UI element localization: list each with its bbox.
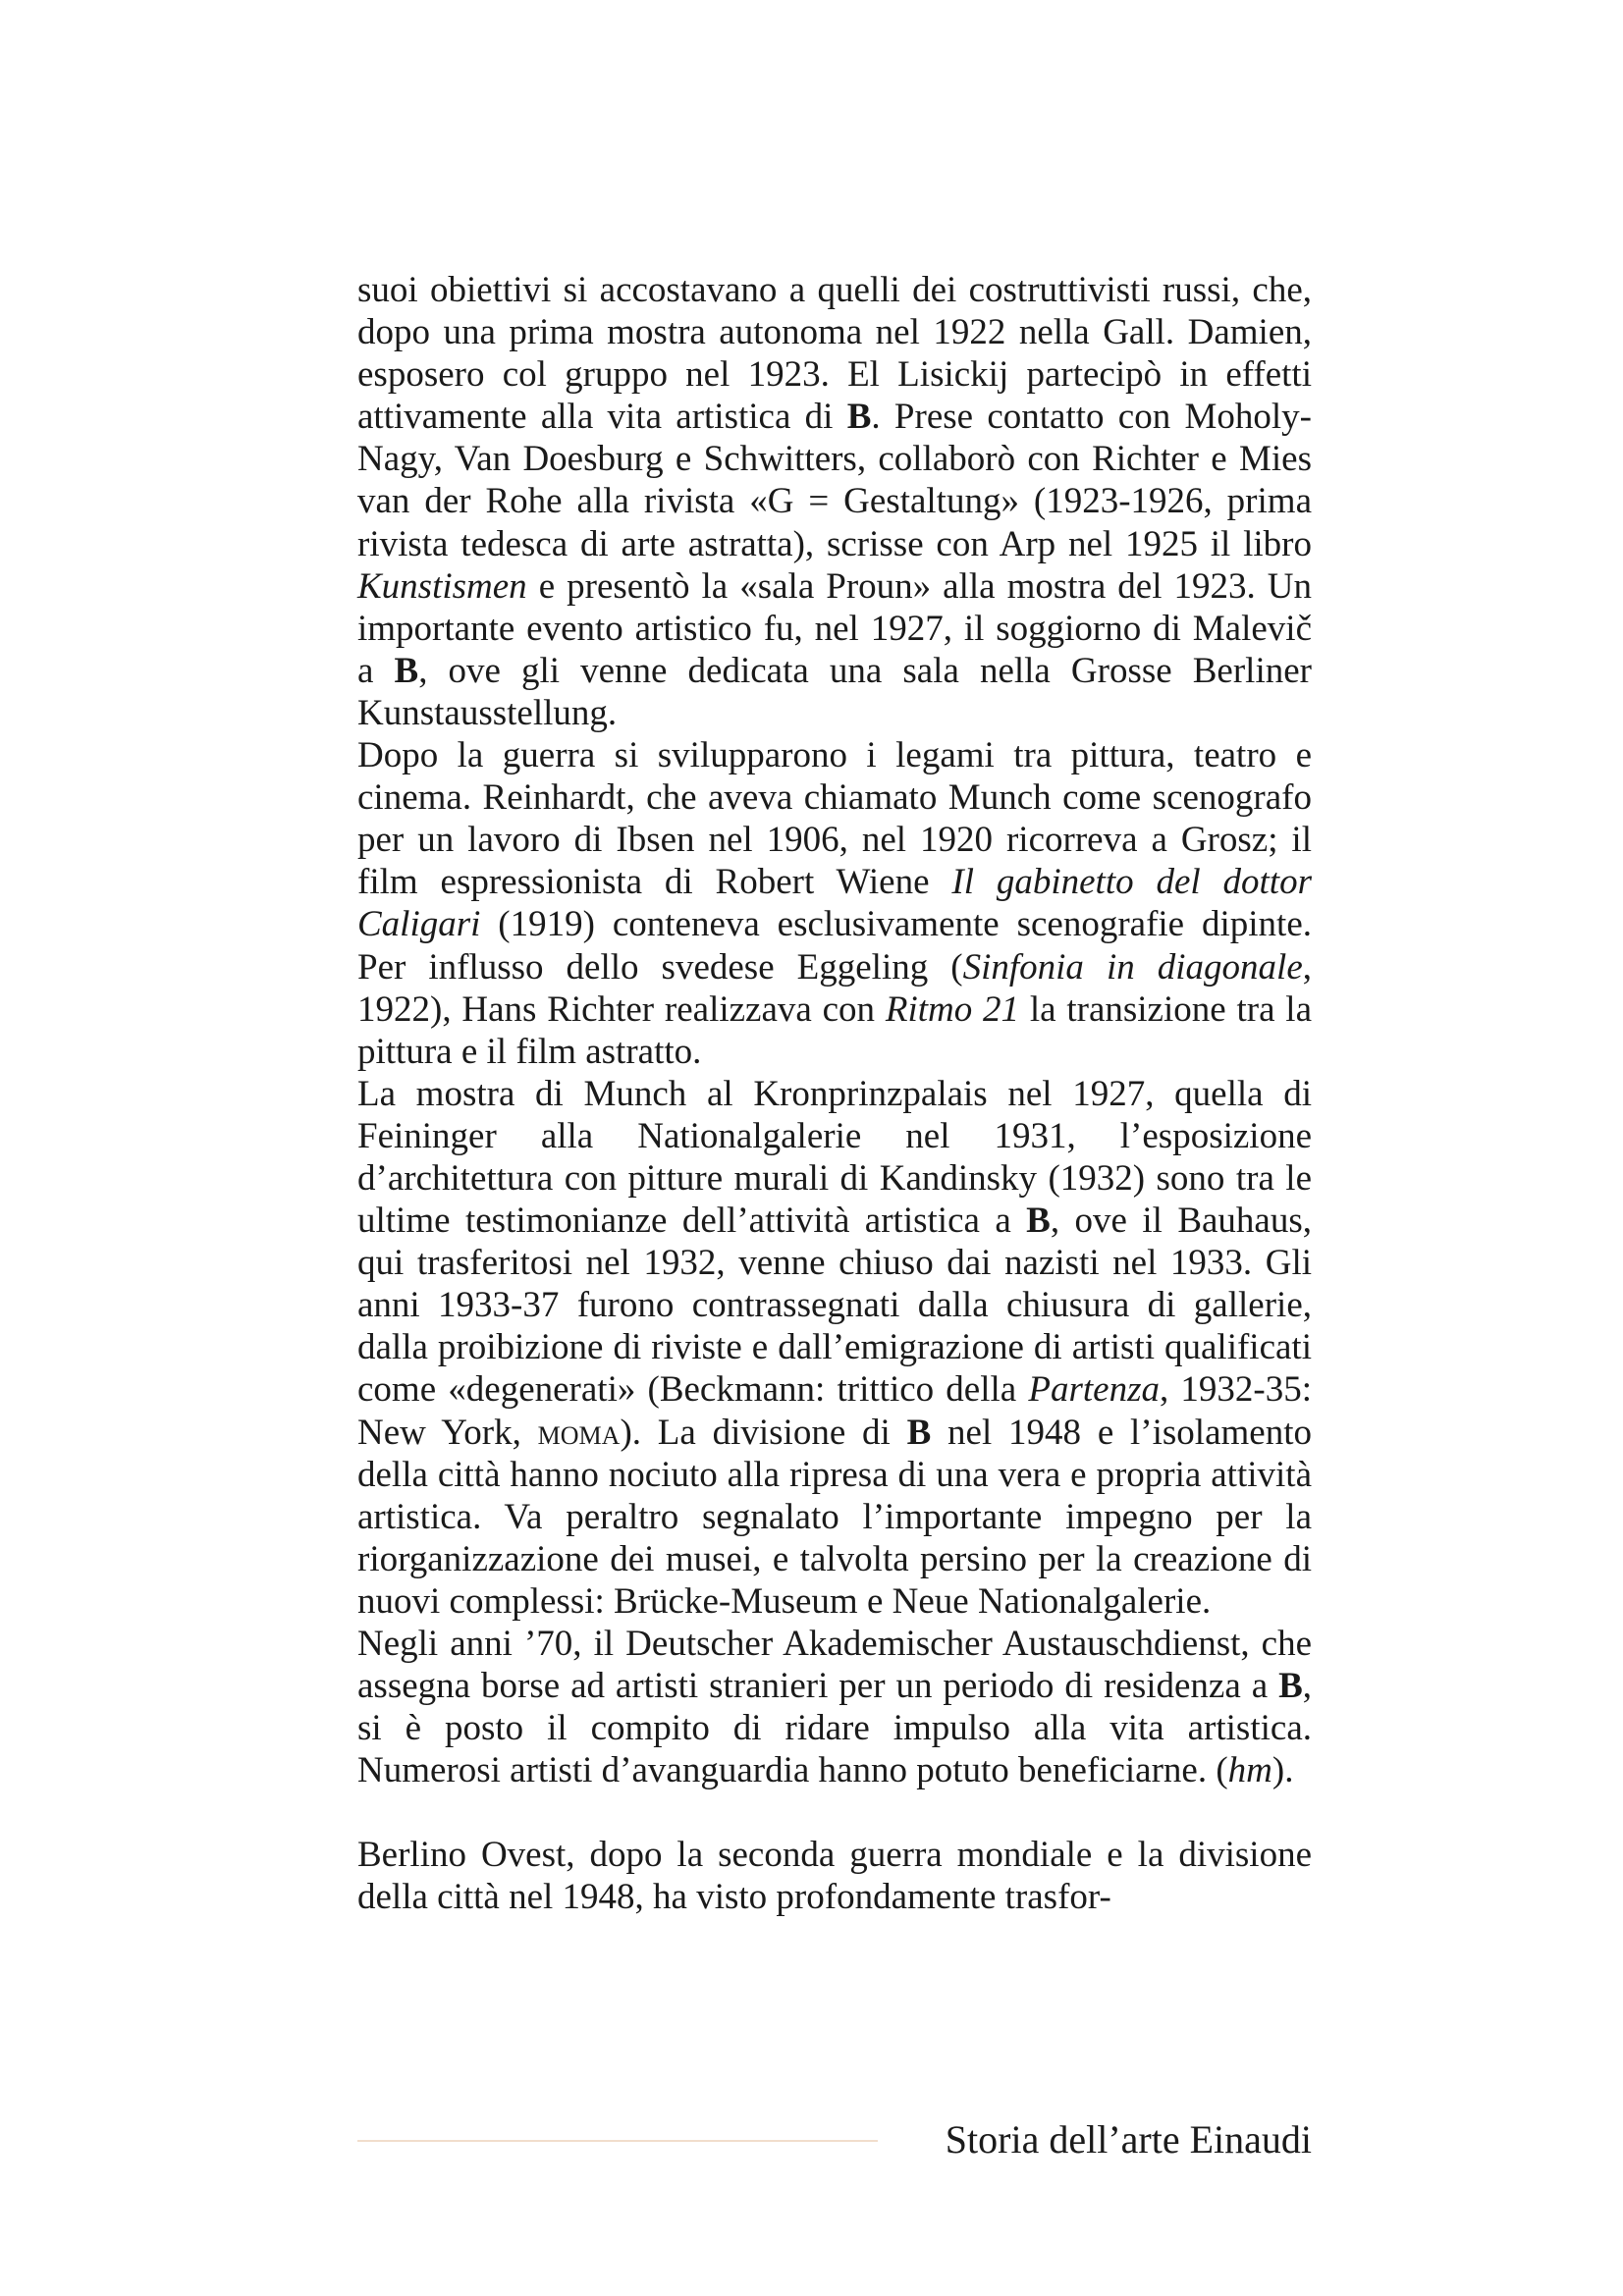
- body-text: [357, 269, 1312, 1919]
- text-run: ).: [1271, 1750, 1294, 1791]
- italic-title: Sinfonia in diagonale: [962, 946, 1303, 988]
- paragraph-p5: [357, 1834, 1312, 1918]
- italic-title: Kunstismen: [357, 565, 527, 607]
- text-run: (1919) conteneva esclusivamente scenografie dipinte. Per influsso dello svedese Eggeling (: [357, 904, 1312, 988]
- text-run: La mostra di Munch al Kronprinzpalais nel 1927, quella di Feininger alla Nationalgalerie nel 1931, l’esposizione d’architettura con pitture murali di Kandinsky (1932) sono tra le ultime testimonianze dell’attività artistica a: [357, 1073, 1312, 1242]
- text-run: Berlino Ovest, dopo la seconda guerra mondiale e la divisione della città nel 1948, ha visto profondamente trasfor-: [357, 1835, 1312, 1918]
- paragraph-p3: [357, 1073, 1312, 1623]
- city-abbreviation: B: [846, 397, 872, 438]
- text-run: . Prese contatto con Moholy-Nagy, Van Doesburg e Schwitters, collaborò con Richter e Mies van der Rohe alla rivista «G = Gestaltung» (1923-1926, prima rivista tedesca di arte astratta), scrisse con Arp nel 1925 il libro: [357, 397, 1312, 564]
- text-run: , ove il Bauhaus, qui trasferitosi nel 1932, venne chiuso dai nazisti nel 1933. Gli anni 1933-37 furono contrassegnati dalla chiusura di gallerie, dalla proibizione di riviste e dall’emigrazione di artisti qualificati come «degenerati» (Beckmann: trittico della: [357, 1201, 1312, 1411]
- text-run: , ove gli venne dedicata una sala nella Grosse Berliner Kunstausstellung.: [357, 650, 1312, 733]
- city-abbreviation: B: [1278, 1666, 1303, 1707]
- italic-title: Il gabinetto del dottor Caligari: [357, 862, 1312, 945]
- city-abbreviation: B: [394, 650, 419, 691]
- text-run: , si è posto il compito di ridare impulso alla vita artistica. Numerosi artisti d’avanguardia hanno potuto beneficiarne. (: [357, 1666, 1312, 1791]
- text-run: moma: [537, 1412, 621, 1453]
- page-footer: [357, 2110, 1312, 2169]
- paragraph-p1: [357, 269, 1312, 734]
- text-run: Negli anni ’70, il Deutscher Akademischer Austauschdienst, che assegna borse ad artisti stranieri per un periodo di residenza a: [357, 1624, 1312, 1707]
- city-abbreviation: B: [1026, 1201, 1051, 1242]
- text-run: la transizione tra la pittura e il film astratto.: [357, 988, 1312, 1072]
- footer-rule: [357, 2140, 878, 2142]
- paragraph-p2: [357, 734, 1312, 1073]
- text-run: ). La divisione di: [620, 1412, 907, 1453]
- italic-title: Ritmo 21: [885, 988, 1020, 1030]
- text-run: , 1922), Hans Richter realizzava con: [357, 946, 1312, 1030]
- city-abbreviation: B: [906, 1412, 932, 1453]
- footer-title: Storia dell’arte Einaudi: [945, 2117, 1312, 2162]
- italic-title: Partenza: [1028, 1369, 1160, 1411]
- text-run: suoi obiettivi si accostavano a quelli dei costruttivisti russi, che, dopo una prima mostra autonoma nel 1922 nella Gall. Damien, esposero col gruppo nel 1923. El Lisickij partecipò in effetti attivamente alla vita artistica di: [357, 270, 1312, 438]
- text-run: nel 1948 e l’isolamento della città hanno nociuto alla ripresa di una vera e propria attività artistica. Va peraltro segnalato l’importante impegno per la riorganizzazione dei musei, e talvolta persino per la creazione di nuovi complessi: Brücke-Museum e Neue Nationalgalerie.: [357, 1412, 1312, 1622]
- text-run: e presentò la «sala Proun» alla mostra del 1923. Un importante evento artistico fu, nel 1927, il soggiorno di Malevič a: [357, 565, 1312, 691]
- text-run: Dopo la guerra si svilupparono i legami tra pittura, teatro e cinema. Reinhardt, che aveva chiamato Munch come scenografo per un lavoro di Ibsen nel 1906, nel 1920 ricorreva a Grosz; il film espressionista di Robert Wiene: [357, 735, 1312, 903]
- italic-title: hm: [1227, 1750, 1272, 1791]
- text-run: , 1932-35: New York,: [357, 1369, 1312, 1453]
- paragraph-p4: [357, 1623, 1312, 1791]
